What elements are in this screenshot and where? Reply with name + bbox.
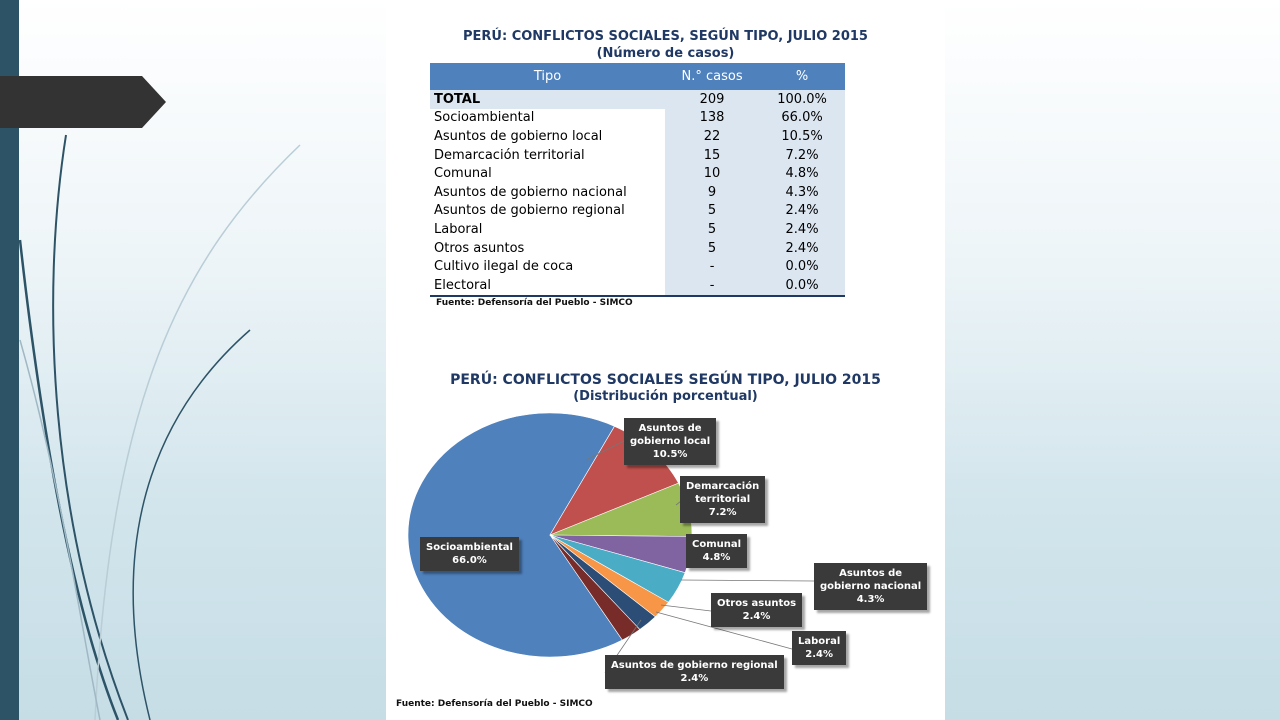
cell-pct: 2.4% <box>759 220 845 239</box>
cell-pct: 0.0% <box>759 276 845 296</box>
cell-tipo: Otros asuntos <box>430 239 665 258</box>
data-label-2 <box>680 476 765 523</box>
data-label-name: Socioambiental <box>426 542 513 553</box>
cell-tipo: Cultivo ilegal de coca <box>430 257 665 276</box>
col-header-casos: N.° casos <box>665 63 759 90</box>
data-label-value: 7.2% <box>708 507 737 518</box>
data-label-3 <box>686 534 747 568</box>
pie-chart <box>386 0 945 720</box>
cell-pct: 66.0% <box>759 109 845 128</box>
chart-source: Fuente: Defensoría del Pueblo - SIMCO <box>396 699 593 709</box>
cell-pct: 2.4% <box>759 239 845 258</box>
chart-subtitle: (Distribución porcentual) <box>573 389 758 404</box>
cell-pct: 0.0% <box>759 257 845 276</box>
data-label-name: Otros asuntos <box>717 598 797 609</box>
cell-casos: 5 <box>665 220 759 239</box>
cell-casos: - <box>665 257 759 276</box>
data-label-value: 4.3% <box>856 594 885 605</box>
leader-line-5 <box>661 605 711 611</box>
data-label-name: Asuntos de <box>839 568 903 579</box>
data-label-name: Asuntos de gobierno regional <box>611 660 778 671</box>
table-source: Fuente: Defensoría del Pueblo - SIMCO <box>436 298 633 308</box>
data-label-value: 10.5% <box>652 449 688 460</box>
data-label-name: Asuntos de <box>638 423 702 434</box>
data-label-value: 66.0% <box>452 555 487 566</box>
cell-tipo: Asuntos de gobierno local <box>430 127 665 146</box>
data-label-7 <box>605 655 784 689</box>
cell-pct: 4.8% <box>759 164 845 183</box>
cell-pct: 10.5% <box>759 127 845 146</box>
cell-tipo: Laboral <box>430 220 665 239</box>
cell-pct: 4.3% <box>759 183 845 202</box>
data-label-0 <box>420 537 519 571</box>
data-label-value: 2.4% <box>680 673 709 684</box>
data-label-name: Laboral <box>798 636 841 647</box>
data-label-1 <box>624 418 716 465</box>
cell-casos: 5 <box>665 239 759 258</box>
cell-pct: 7.2% <box>759 146 845 165</box>
cell-tipo: Asuntos de gobierno nacional <box>430 183 665 202</box>
table-subtitle: (Número de casos) <box>596 46 735 61</box>
cell-pct: 2.4% <box>759 202 845 221</box>
data-label-value: 2.4% <box>805 649 833 660</box>
total-label: TOTAL <box>430 90 665 109</box>
cell-tipo: Asuntos de gobierno regional <box>430 202 665 221</box>
chart-title: PERÚ: CONFLICTOS SOCIALES SEGÚN TIPO, JULIO 2015 <box>450 372 881 388</box>
cell-casos: 22 <box>665 127 759 146</box>
content-image <box>386 0 945 720</box>
data-label-4 <box>814 563 927 610</box>
leader-line-4 <box>681 580 814 581</box>
data-label-5 <box>711 593 802 627</box>
total-pct: 100.0% <box>759 90 845 109</box>
cell-casos: - <box>665 276 759 296</box>
data-label-6 <box>792 631 846 665</box>
data-label-name: territorial <box>695 494 751 505</box>
data-label-name: Demarcación <box>686 481 760 492</box>
col-header-pct: % <box>759 63 845 90</box>
title-arrow-shape <box>0 76 170 128</box>
cell-tipo: Socioambiental <box>430 109 665 128</box>
cell-tipo: Comunal <box>430 164 665 183</box>
cell-casos: 10 <box>665 164 759 183</box>
cell-casos: 9 <box>665 183 759 202</box>
data-label-name: gobierno local <box>630 436 711 447</box>
cell-casos: 5 <box>665 202 759 221</box>
cell-tipo: Demarcación territorial <box>430 146 665 165</box>
data-label-name: Comunal <box>692 539 742 550</box>
data-label-value: 2.4% <box>742 611 771 622</box>
cell-casos: 15 <box>665 146 759 165</box>
data-label-name: gobierno nacional <box>820 581 922 592</box>
total-casos: 209 <box>665 90 759 109</box>
table-title: PERÚ: CONFLICTOS SOCIALES, SEGÚN TIPO, JULIO 2015 <box>463 29 868 44</box>
col-header-tipo: Tipo <box>430 63 665 90</box>
data-label-value: 4.8% <box>702 552 731 563</box>
cell-casos: 138 <box>665 109 759 128</box>
cell-tipo: Electoral <box>430 276 665 296</box>
